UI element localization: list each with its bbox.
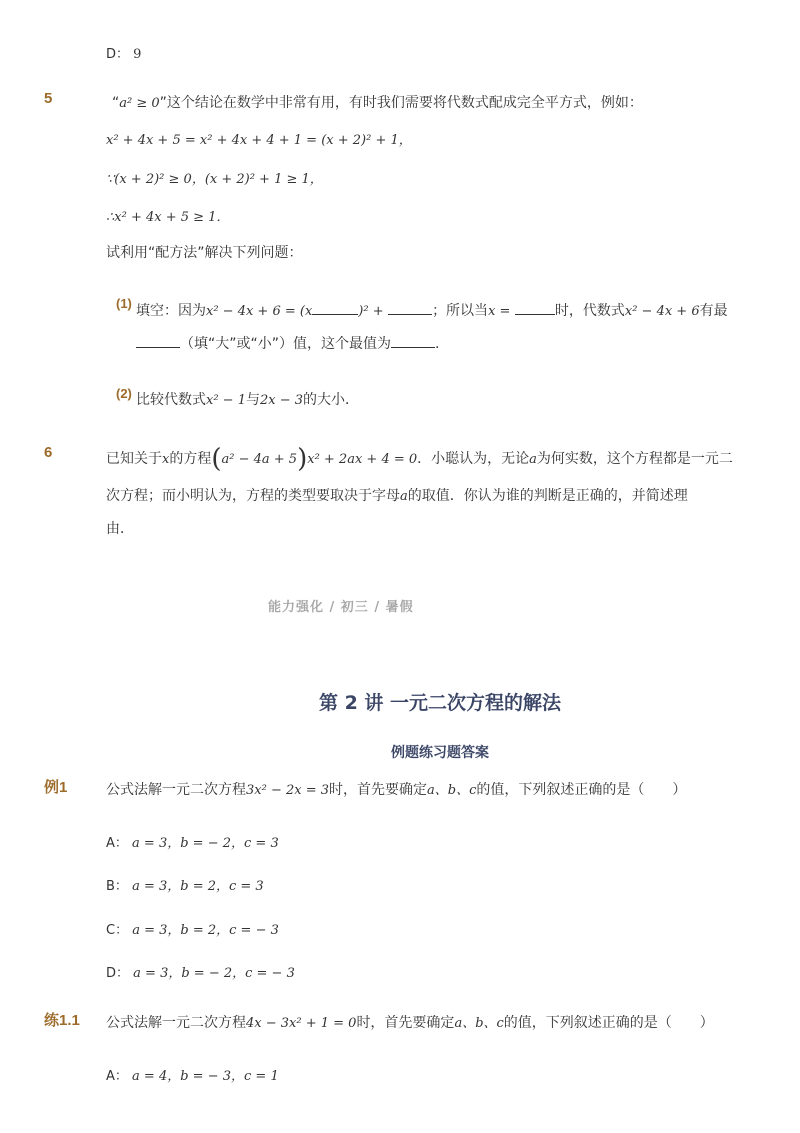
text: 时，代数式: [554, 303, 625, 319]
option-text: a = 3，b = 2，c = 3: [132, 879, 264, 894]
text: 的值，下列叙述正确的是（ ）: [476, 782, 687, 798]
option-text: a = 3，b = 2，c = − 3: [132, 923, 279, 938]
text: 时，首先要确定: [356, 1015, 455, 1031]
option-label: C：: [106, 923, 129, 938]
text: 的大小．: [303, 392, 360, 408]
q5-part1-label: (1): [116, 296, 132, 311]
text: ；所以当: [432, 303, 489, 319]
text: 有最: [699, 303, 728, 319]
math: a² − 4a + 5: [221, 452, 298, 467]
q5-intro-math: a² ≥ 0: [119, 96, 160, 111]
text: 的值，下列叙述正确的是（ ）: [503, 1015, 714, 1031]
text: .: [435, 336, 440, 352]
answer-blank[interactable]: [515, 300, 555, 315]
q5-intro: [112, 93, 643, 114]
section-title: 例题练习题答案: [391, 745, 489, 761]
text: 的取值．你认为谁的判断是正确的，并简述理: [407, 488, 688, 504]
math: a、b、c: [427, 783, 477, 798]
math: x =: [488, 304, 511, 319]
text: 公式法解一元二次方程: [106, 1015, 246, 1031]
option-text: a = 4，b = − 3，c = 1: [132, 1069, 279, 1084]
math: a、b、c: [454, 1016, 504, 1031]
text: 为何实数，这个方程都是一元二: [536, 451, 733, 467]
math: a: [529, 452, 537, 467]
q5-part2-label: (2): [116, 386, 132, 401]
math: a: [400, 489, 408, 504]
text: （填“大”或“小”）值，这个最值为: [180, 336, 392, 352]
ex1-question: [106, 780, 686, 801]
option-value: 9: [133, 47, 142, 62]
q5-part1-line2: [136, 333, 439, 354]
option-label: D：: [106, 966, 130, 981]
question-number-6: 6: [44, 444, 53, 461]
practice-number: 练1.1: [44, 1012, 80, 1029]
option-text: a = 3，b = − 2，c = − 3: [133, 966, 295, 981]
q6-line2: [106, 486, 688, 507]
chapter-title: 第 2 讲 一元二次方程的解法: [318, 692, 562, 714]
question-number-5: 5: [44, 90, 53, 107]
q6-line3: 由．: [106, 521, 134, 537]
example-number: 例1: [44, 779, 68, 796]
ex1-option-a[interactable]: [106, 834, 279, 854]
text: 次方程；而小明认为，方程的类型要取决于字母: [106, 488, 400, 504]
answer-blank[interactable]: [312, 300, 358, 315]
q5-part1-line1: [136, 300, 728, 322]
ex1-option-c[interactable]: [106, 921, 279, 941]
math: x² − 1: [206, 393, 246, 408]
ex1-option-b[interactable]: [106, 877, 264, 897]
option-label: D：: [106, 47, 130, 62]
pr11-question: [106, 1013, 714, 1034]
ex1-option-d[interactable]: [106, 964, 295, 984]
text: 公式法解一元二次方程: [106, 782, 246, 798]
answer-blank[interactable]: [388, 300, 432, 315]
math: x² + 2ax + 4 = 0: [307, 452, 418, 467]
q5-part2-line: [136, 390, 359, 411]
left-paren: (: [211, 444, 222, 474]
q5-line3: ∴x² + 4x + 5 ≥ 1．: [106, 210, 230, 225]
math: )² +: [358, 304, 384, 319]
text: 时，首先要确定: [329, 782, 428, 798]
text: 与: [245, 392, 260, 408]
option-text: a = 3，b = − 2，c = 3: [132, 836, 279, 851]
answer-blank[interactable]: [391, 333, 435, 348]
answer-blank[interactable]: [136, 333, 180, 348]
text: ．小聪认为，无论: [417, 451, 530, 467]
text: 已知关于: [106, 451, 162, 467]
page-footer: 能力强化 / 初三 / 暑假: [268, 600, 414, 615]
text: 填空：因为: [136, 303, 206, 319]
math: x² − 4x + 6: [624, 304, 700, 319]
q5-intro-quote: “: [112, 95, 120, 111]
q5-task: 试利用“配方法”解决下列问题：: [106, 245, 303, 261]
q5-line1: x² + 4x + 5 = x² + 4x + 4 + 1 = (x + 2)² + 1，: [106, 133, 412, 148]
math: 4x − 3x² + 1 = 0: [246, 1016, 357, 1031]
text: 的方程: [169, 451, 212, 467]
option-label: B：: [106, 879, 128, 894]
math: 2x − 3: [259, 393, 304, 408]
text: 比较代数式: [136, 392, 206, 408]
option-label: A：: [106, 1069, 128, 1084]
option-label: A：: [106, 836, 128, 851]
prev-option-d: [106, 45, 141, 65]
math: x: [162, 452, 170, 467]
q5-intro-text: ”这个结论在数学中非常有用，有时我们需要将代数式配成完全平方式，例如：: [159, 95, 643, 111]
math: 3x² − 2x = 3: [246, 783, 330, 798]
q5-line2: ∵(x + 2)² ≥ 0，(x + 2)² + 1 ≥ 1，: [106, 172, 323, 187]
math: x² − 4x + 6 = (x: [206, 304, 313, 319]
q6-line1: [106, 444, 733, 474]
right-paren: ): [297, 444, 308, 474]
pr11-option-a[interactable]: [106, 1067, 279, 1087]
